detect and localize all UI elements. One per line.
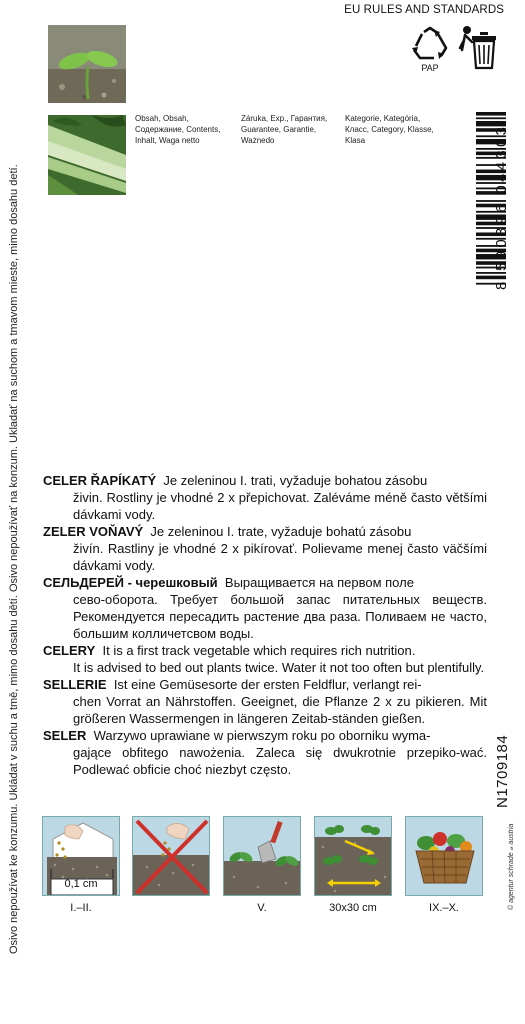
variety-name: СЕЛЬДЕРЕЙ - черешковый <box>43 575 218 590</box>
step-label: IX.–X. <box>429 902 459 914</box>
depth-label: 0,1 cm <box>64 878 98 890</box>
contents-label: Obsah, Obsah, Содержание, Contents, Inhalt, Waga netto <box>135 114 221 145</box>
eu-standards-label: EU RULES AND STANDARDS <box>344 4 504 16</box>
barcode-bar <box>476 112 506 116</box>
recycle-icon <box>408 26 452 62</box>
variety-name: SELER <box>43 728 87 743</box>
celery-photo <box>48 115 126 195</box>
description-de: SELLERIE Ist eine Gemüsesorte der ersten Feldflur, verlangt rei- chen Vorrat an Nährstoffen. Geeignet, die Pflanze 2 x zu pikieren. Mit größeren Wassermengen in längeren Zeitab-ständen gießen. <box>43 677 487 726</box>
step-no-direct-sowing <box>132 816 210 902</box>
spacing-panel <box>314 816 392 896</box>
step-planting <box>223 816 301 914</box>
no-direct-sowing-panel <box>132 816 210 896</box>
step-label: V. <box>257 902 267 914</box>
trash-bin-person-icon <box>458 24 502 72</box>
pap-label: PAP <box>421 63 439 73</box>
disposal-symbol <box>458 24 502 77</box>
sowing-steps <box>42 816 483 921</box>
step-label: I.–II. <box>70 902 92 914</box>
variety-name: SELLERIE <box>43 677 107 692</box>
description-ru: СЕЛЬДЕРЕЙ - черешковый Выращивается на первом поле сево-оборота. Требует большой запас питательных веществ. Рекомендуется пересадить растение два раза. Поливаем не часто, большим колличетсвом воды. <box>43 575 487 641</box>
vendor-mark: © agentur schrade 𝒶 austria <box>508 823 515 910</box>
barcode-bar <box>476 117 506 119</box>
variety-name: ZELER VOŇAVÝ <box>43 524 144 539</box>
barcode-number: 8 590396 044303 <box>493 123 510 290</box>
step-harvest <box>405 816 483 914</box>
description-sk: ZELER VOŇAVÝ Je zeleninou I. trate, vyžaduje bohatú zásobu živín. Rastliny je vhodné 2 x pikírovať. Polievame menej často väčšími dávkami vody. <box>43 524 487 573</box>
storage-warning: Osivo nepoužívat ke konzumu. Ukládat v suchu a tmě, mimo dosahu dětí. Osivo nepoužívať na konzum. Ukladať na suchom a tmavom mieste, mimo dosahu detí. <box>8 164 20 954</box>
description-cz: CELER ŘAPÍKATÝ Je zeleninou I. trati, vyžaduje bohatou zásobu živin. Rostliny je vhodné 2 x přepichovat. Zaléváme méně často většími dávkami vody. <box>43 473 487 522</box>
category-label: Kategorie, Kategória, Класс, Category, Klasse, Klasa <box>345 114 434 145</box>
variety-name: CELER ŘAPÍKATÝ <box>43 473 157 488</box>
descriptions <box>43 472 487 778</box>
step-spacing <box>314 816 392 914</box>
batch-number: N1709184 <box>494 734 511 808</box>
description-en: CELERY It is a first track vegetable which requires rich nutrition. It is advised to bed out plants twice. Water it not too often but plentifully. <box>43 643 485 675</box>
harvest-panel <box>405 816 483 896</box>
seedling-photo <box>48 25 126 103</box>
description-pl: SELER Warzywo uprawiane w pierwszym roku po oborniku wyma- gające obfitego nawożenia. Zaleca się dwukrotnie przepiko-wać. Podlewać obficie choć niezbyt często. <box>43 728 487 777</box>
step-indoor-sowing <box>42 816 120 914</box>
guarantee-label: Záruka, Exp., Гарантия, Guarantee, Garantie, Ważnedo <box>241 114 328 145</box>
step-label: 30x30 cm <box>329 902 377 914</box>
planting-panel <box>223 816 301 896</box>
recycle-symbol <box>406 26 454 73</box>
variety-name: CELERY <box>43 643 96 658</box>
